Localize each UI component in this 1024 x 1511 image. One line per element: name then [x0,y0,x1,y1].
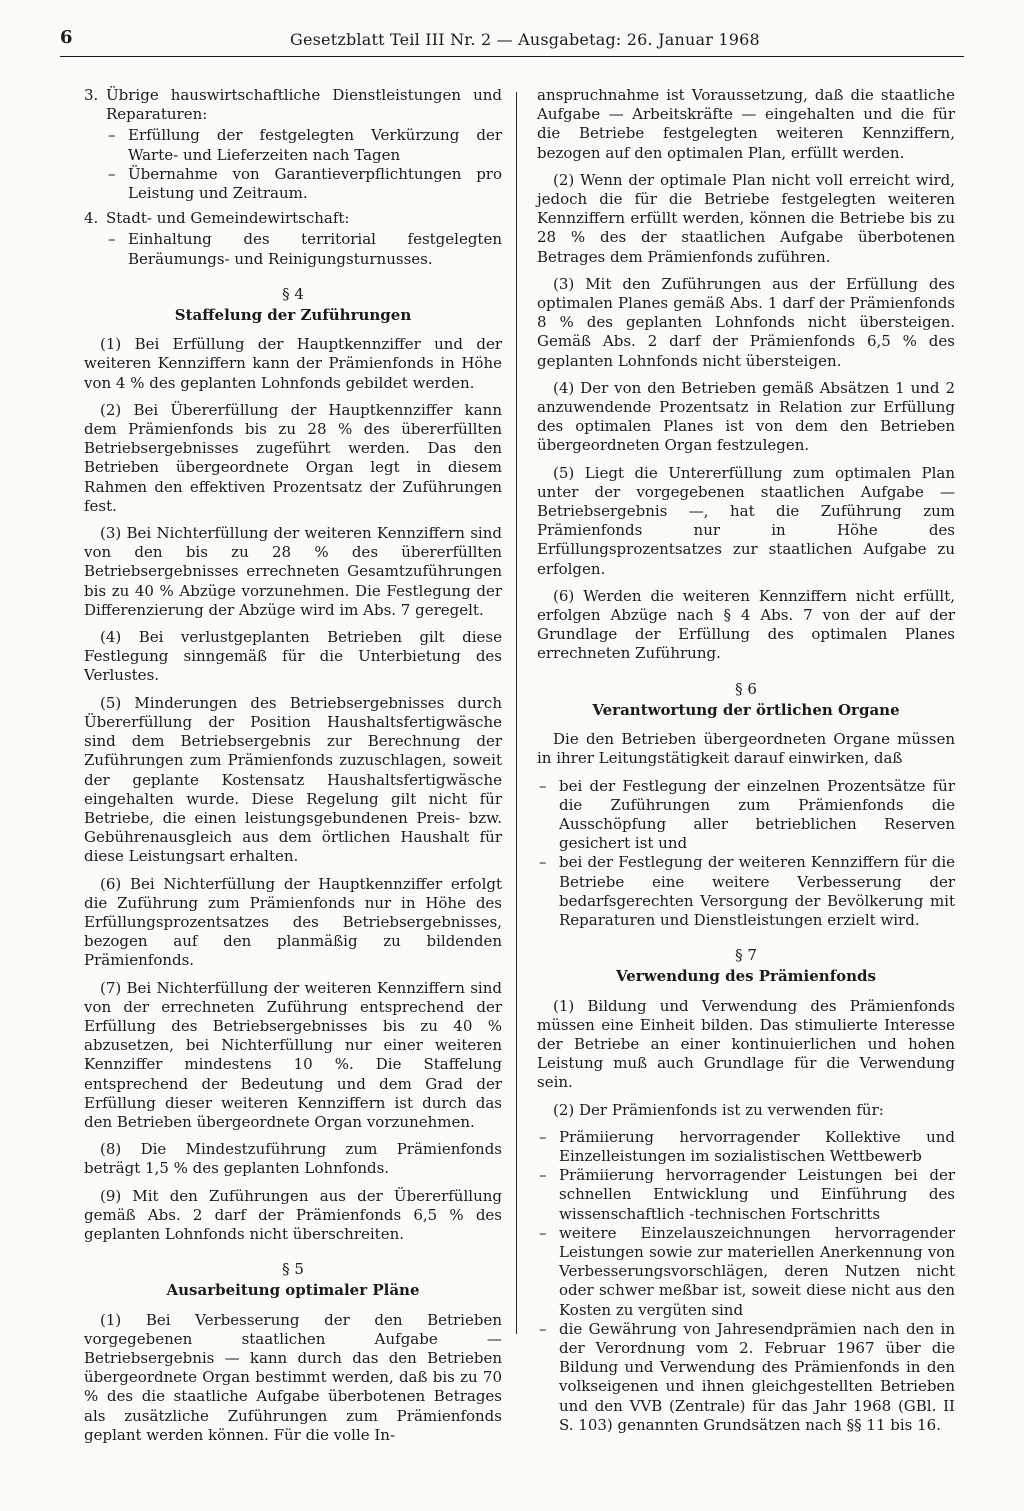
paragraph: Die den Betrieben übergeordneten Organe müssen in ihrer Leitungstätigkeit darauf einwirken, daß [537,730,955,768]
list-item-text: Übrige hauswirtschaftliche Dienstleistungen und Reparaturen: [106,86,502,124]
paragraph: (5) Liegt die Untererfüllung zum optimalen Plan unter der vorgegebenen staatlichen Aufgabe — Betriebsergebnis —, hat die Zuführung zum Prämienfonds nur in Höhe des Erfüllungsprozentsatzes zur staatlichen Aufgabe zu erfolgen. [537,463,955,578]
dash-item: – Prämiierung hervorragender Leistungen bei der schnellen Entwicklung und Einführung des wissenschaftlich -technischen Fortschritts [537,1166,955,1224]
section-number: § 4 [282,284,304,303]
list-item-text: Stadt- und Gemeindewirtschaft: [106,209,350,228]
right-column [537,86,955,1441]
dash-item: – Erfüllung der festgelegten Verkürzung der Warte- und Lieferzeiten nach Tagen [106,126,502,164]
header-rule [60,56,964,57]
dash-list [537,777,955,931]
paragraph: (4) Bei verlustgeplanten Betrieben gilt diese Festlegung sinngemäß für die Unterbietung des Verlustes. [84,628,502,685]
section-title: Ausarbeitung optimaler Pläne [166,1281,420,1300]
dash-list [537,1128,955,1435]
section-title: Verwendung des Prämienfonds [616,967,876,986]
page-number: 6 [60,27,73,48]
paragraph: (2) Der Prämienfonds ist zu verwenden für: [553,1100,884,1119]
dash-item: – Prämiierung hervorragender Kollektive und Einzelleistungen im sozialistischen Wettbewerb [537,1128,955,1166]
paragraph: (6) Bei Nichterfüllung der Hauptkennziffer erfolgt die Zuführung zum Prämienfonds nur in Höhe des Erfüllungsprozentsatzes des Betriebsergebnisses, bezogen auf den planmäßig zu bildenden Prämienfonds. [84,874,502,970]
section-title: Staffelung der Zuführungen [174,306,412,325]
paragraph: anspruchnahme ist Voraussetzung, daß die staatliche Aufgabe — Arbeitskräfte — eingehalten und die für die Betriebe festgelegten weiteren Kennziffern, bezogen auf den optimalen Plan, erfüllt werden. [537,86,955,162]
paragraph: (2) Bei Übererfüllung der Hauptkennziffer kann dem Prämienfonds bis zu 28 % des übererfüllten Betriebsergebnisses zugeführt werden. Das den Betrieben übergeordnete Organ legt in diesem Rahmen den effektiven Prozentsatz der Zuführungen fest. [84,400,502,515]
paragraph: (5) Minderungen des Betriebsergebnisses durch Übererfüllung der Position Haushaltsfertigwäsche sind dem Betriebsergebnis zur Berechnung der Zuführungen zum Prämienfonds zuzuschlagen, soweit der geplante Kostensatz Haushaltsfertigwäsche eingehalten wurde. Diese Regelung gilt nicht für Betriebe, die einen leistungsgebundenen Preis- bzw. Gebührenausgleich aus dem örtlichen Haushalt für diese Leistungsart erhalten. [84,693,502,866]
paragraph: (1) Bildung und Verwendung des Prämienfonds müssen eine Einheit bilden. Das stimulierte Interesse der Betriebe an einer kontinuierlichen und hohen Leistung muß auch Grundlage für die Verwendung sein. [537,996,955,1092]
dash-item: – bei der Festlegung der weiteren Kennziffern für die Betriebe eine weitere Verbesserung der bedarfsgerechten Versorgung der Bevölkerung mit Reparaturen und Dienstleistungen erzielt wird. [537,853,955,930]
list-item-4 [84,209,502,228]
page-header [60,28,964,52]
list-number: 3. [84,86,99,104]
paragraph: (3) Bei Nichterfüllung der weiteren Kennziffern sind von den bis zu 28 % des übererfüllten Betriebsergebnisses errechneten Gesamtzuführungen bis zu 40 % Abzüge vorzunehmen. Die Festlegung der Differenzierung der Abzüge wird im Abs. 7 geregelt. [84,524,502,619]
paragraph: (3) Mit den Zuführungen aus der Erfüllung des optimalen Planes gemäß Abs. 1 darf der Prämienfonds 8 % des geplanten Lohnfonds nicht übersteigen. Gemäß Abs. 2 darf der Prämienfonds 6,5 % des geplanten Lohnfonds nicht übersteigen. [537,274,955,370]
paragraph: (2) Wenn der optimale Plan nicht voll erreicht wird, jedoch die für die Betriebe festgelegten weiteren Kennziffern erfüllt werden, können die Betriebe bis zu 28 % des der staatlichen Aufgabe überbotenen Betrages dem Prämienfonds zuführen. [537,170,955,266]
dash-item: – weitere Einzelauszeichnungen hervorragender Leistungen sowie zur materiellen Anerkennung von Verbesserungsvorschlägen, deren Nutzen nicht oder schwer meßbar ist, soweit diese nicht aus den Kosten zu vergüten sind [537,1224,955,1320]
section-number: § 6 [735,679,757,698]
left-column [84,86,502,1453]
dash-list [106,126,502,203]
header-title: Gesetzblatt Teil III Nr. 2 — Ausgabetag: 26. Januar 1968 [290,30,760,49]
section-number: § 7 [735,946,757,965]
dash-item: – Übernahme von Garantieverpflichtungen pro Leistung und Zeitraum. [106,165,502,203]
paragraph: (9) Mit den Zuführungen aus der Übererfüllung gemäß Abs. 2 darf der Prämienfonds 6,5 % des geplanten Lohnfonds nicht überschreiten. [84,1186,502,1243]
section-title: Verantwortung der örtlichen Organe [592,700,900,719]
column-divider [516,92,517,1334]
paragraph: (4) Der von den Betrieben gemäß Absätzen 1 und 2 anzuwendende Prozentsatz in Relation zur Erfüllung des optimalen Planes ist von dem den Betrieben übergeordneten Organ festzulegen. [537,378,955,455]
paragraph: (7) Bei Nichterfüllung der weiteren Kennziffern sind von der errechneten Zuführung entsprechend der Erfüllung des Betriebsergebnisses bis zu 40 % abzusetzen, bei Nichterfüllung nur einer weiteren Kennziffer mindestens 10 %. Die Staffelung entsprechend der Bedeutung und dem Grad der Erfüllung dieser weiteren Kennziffern ist durch das den Betrieben übergeordnete Organ vorzunehmen. [84,978,502,1131]
dash-item: – bei der Festlegung der einzelnen Prozentsätze für die Zuführungen zum Prämienfonds die Ausschöpfung aller betrieblichen Reserven gesichert ist und [537,777,955,854]
paragraph: (1) Bei Erfüllung der Hauptkennziffer und der weiteren Kennziffern kann der Prämienfonds in Höhe von 4 % des geplanten Lohnfonds gebildet werden. [84,335,502,392]
section-number: § 5 [282,1260,304,1279]
dash-list [106,230,502,268]
dash-item: – Einhaltung des territorial festgelegten Beräumungs- und Reinigungsturnusses. [106,230,502,268]
list-item-3 [84,86,502,124]
paragraph: (1) Bei Verbesserung der den Betrieben vorgegebenen staatlichen Aufgabe — Betriebsergebnis — kann durch das den Betrieben übergeordnete Organ bestimmt werden, daß bis zu 70 % des die staatliche Aufgabe überbotenen Betrages als zusätzliche Zuführungen zum Prämienfonds geplant werden können. Für die volle In- [84,1310,502,1444]
paragraph: (6) Werden die weiteren Kennziffern nicht erfüllt, erfolgen Abzüge nach § 4 Abs. 7 von der auf der Grundlage der Erfüllung des optimalen Planes errechneten Zuführung. [537,586,955,663]
dash-item: – die Gewährung von Jahresendprämien nach den in der Verordnung vom 2. Februar 1967 über die Bildung und Verwendung des Prämienfonds in den volkseigenen und ihnen gleichgestellten Betrieben und den VVB (Zentrale) für das Jahr 1968 (GBl. II S. 103) genannten Grundsätzen nach §§ 11 bis 16. [537,1320,955,1435]
paragraph: (8) Die Mindestzuführung zum Prämienfonds beträgt 1,5 % des geplanten Lohnfonds. [84,1140,502,1178]
list-number: 4. [84,209,99,228]
